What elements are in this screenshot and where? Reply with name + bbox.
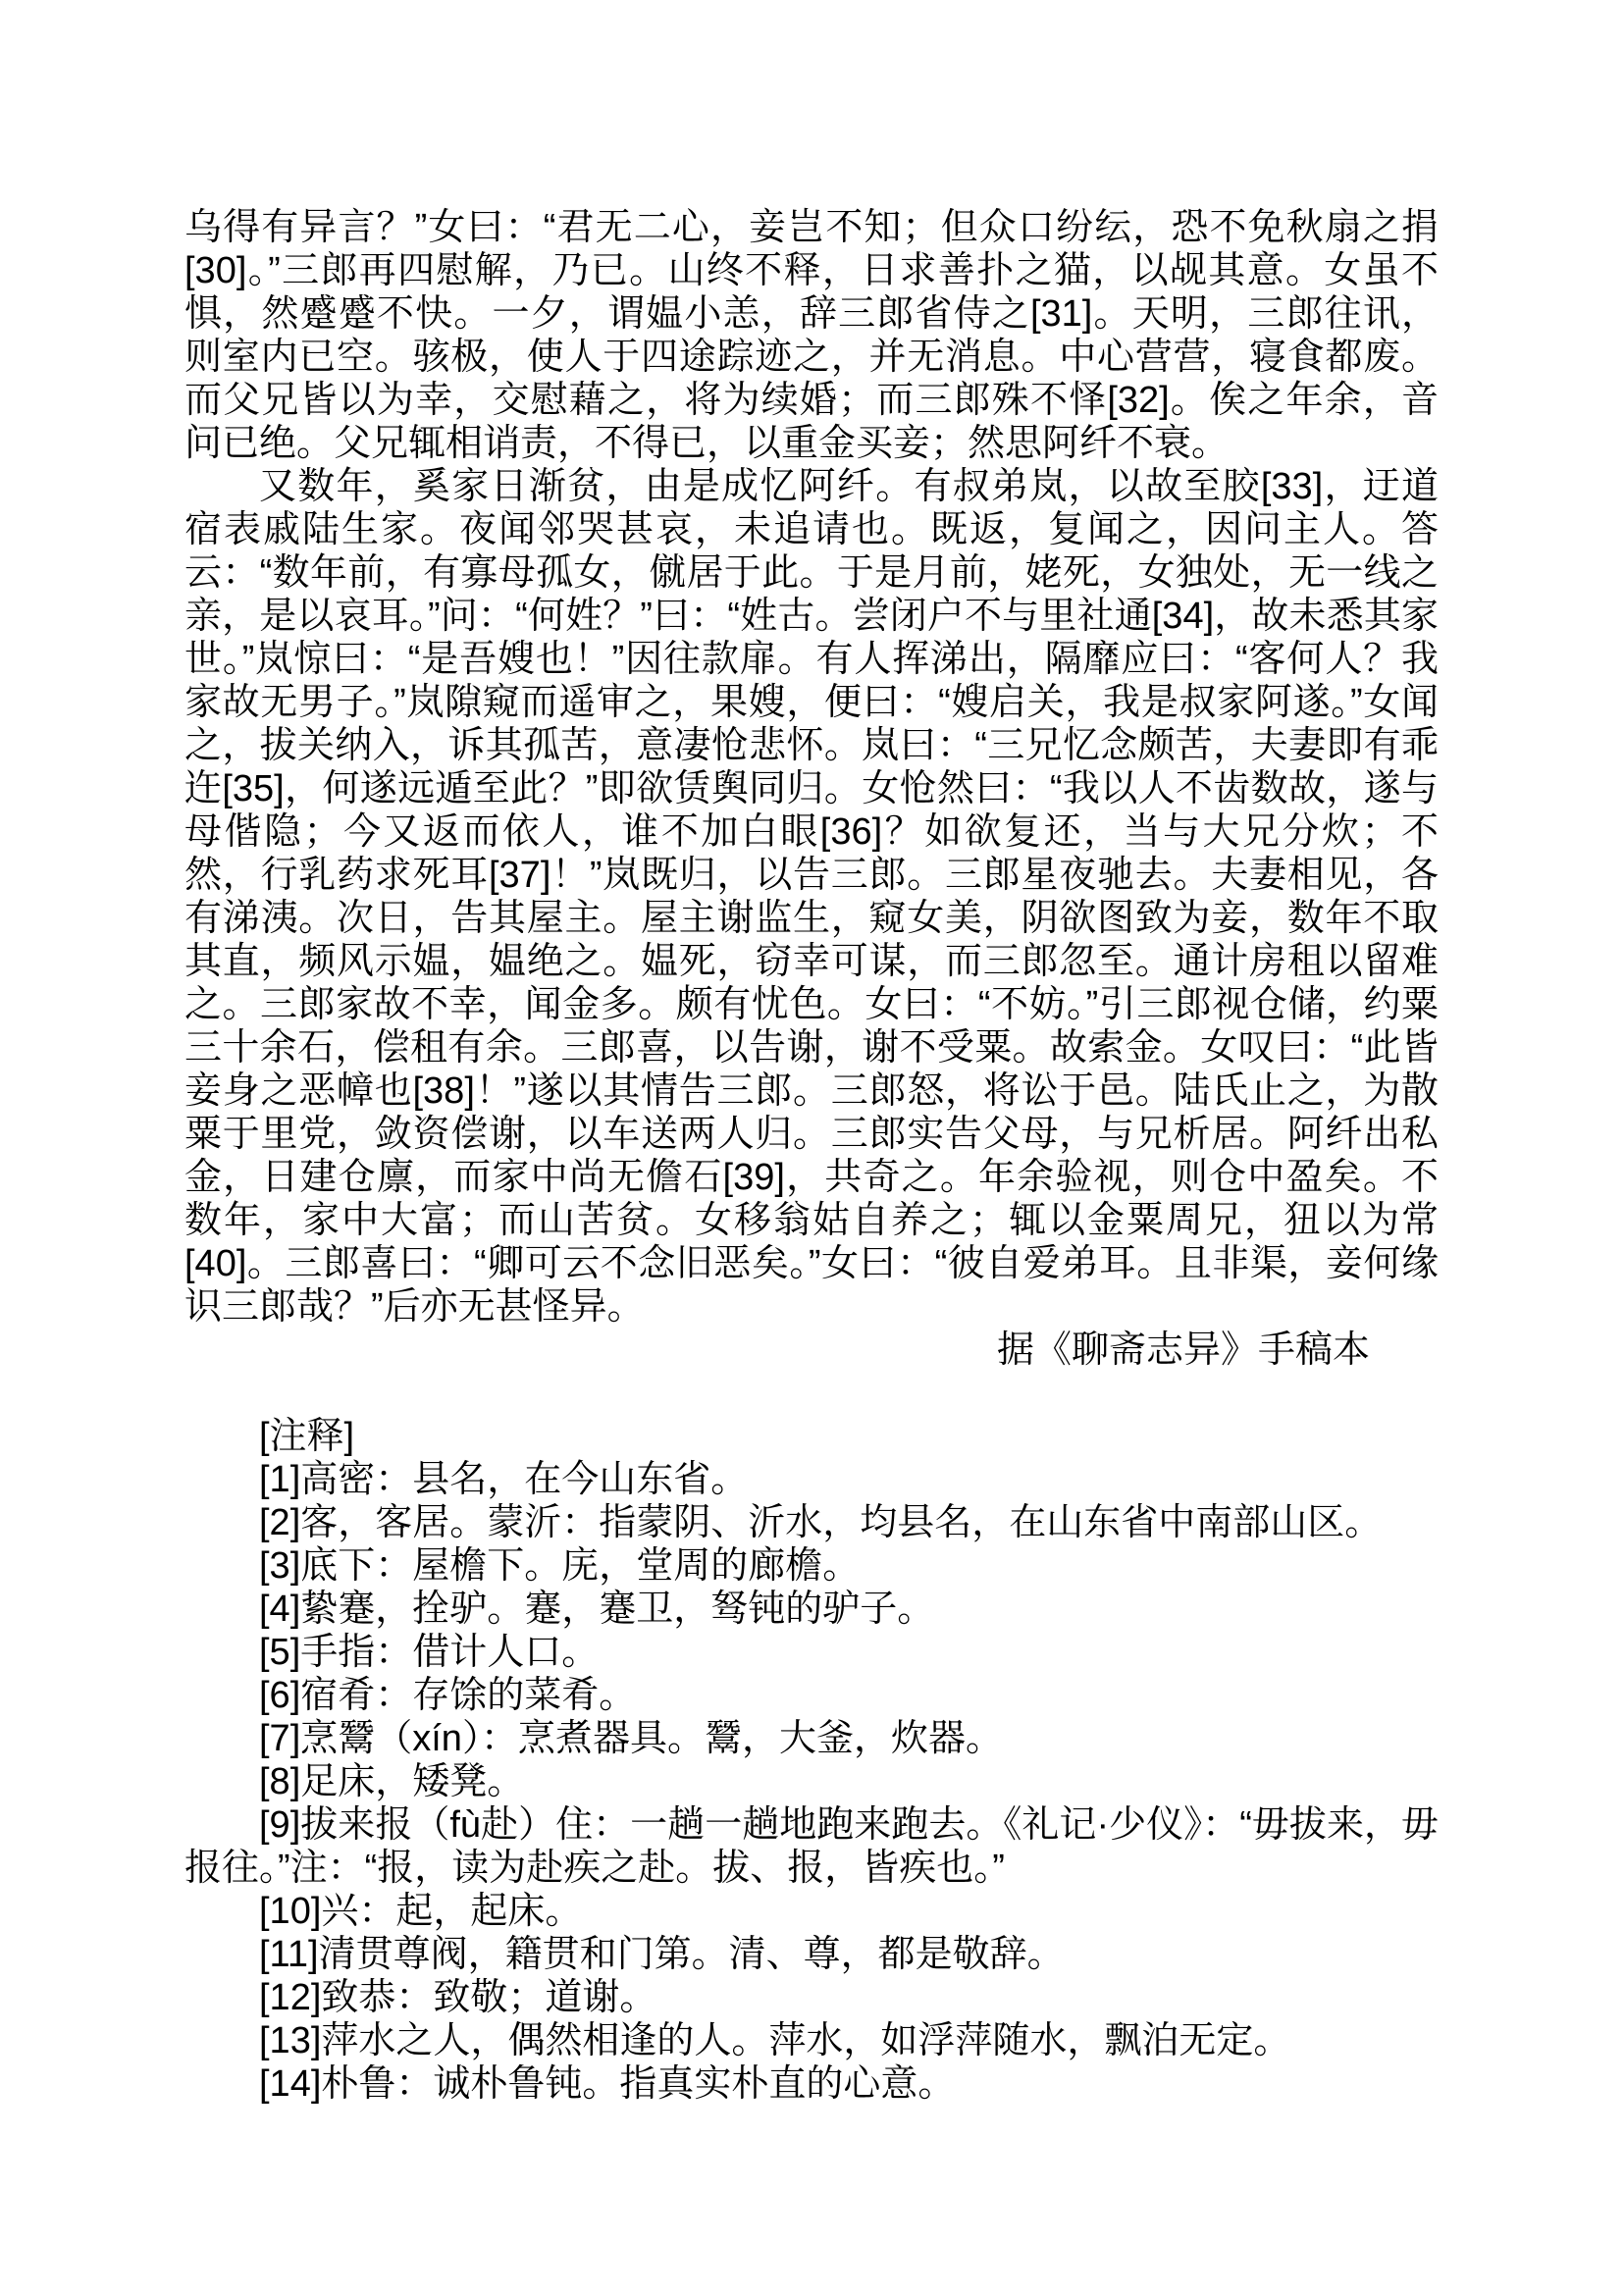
note-item-7: [7]烹鬵（xín）：烹煮器具。鬵，大釜，炊器。 [259, 1718, 1003, 1759]
annotations-section [184, 1415, 1439, 2106]
note-item-11: [11]清贯尊阀，籍贯和门第。清、尊，都是敬辞。 [259, 1934, 1065, 1975]
note-item-14: [14]朴鲁：诚朴鲁钝。指真实朴直的心意。 [259, 2063, 956, 2105]
note-item-12: [12]致恭：致敬；道谢。 [259, 1977, 657, 2018]
story-paragraph-2: 又数年，奚家日渐贫，由是成忆阿纤。有叔弟岚，以故至胶[33]，迂道宿表戚陆生家。夜闻邻哭甚哀，未追请也。既返，复闻之，因问主人。答云：“数年前，有寡母孤女，僦居于此。于是月前，姥死，女独处，无一线之亲，是以哀耳。”问：“何姓？”曰：“姓古。尝闭户不与里社通[34]，故未悉其家世。”岚惊曰：“是吾嫂也！”因往款扉。有人挥涕出，隔靡应曰：“客何人？我家故无男子。”岚隙窥而遥审之，果嫂，便曰：“嫂启关，我是叔家阿遂。”女闻之，拔关纳入，诉其孤苦，意凄怆悲怀。岚曰：“三兄忆念颇苦，夫妻即有乖迕[35]，何遂远遁至此？”即欲赁舆同归。女怆然曰：“我以人不齿数故，遂与母偕隐；今又返而依人，谁不加白眼[36]？如欲复还，当与大兄分炊；不然，行乳药求死耳[37]！”岚既归，以告三郎。三郎星夜驰去。夫妻相见，各有涕洟。次日，告其屋主。屋主谢监生，窥女美，阴欲图致为妾，数年不取其直，频风示媪，媪绝之。媪死，窃幸可谋，而三郎忽至。通计房租以留难之。三郎家故不幸，闻金多。颇有忧色。女曰：“不妨。”引三郎视仓储，约粟三十余石，偿租有余。三郎喜，以告谢，谢不受粟。故索金。女叹曰：“此皆妾身之恶幛也[38]！”遂以其情告三郎。三郎怒，将讼于邑。陆氏止之，为散粟于里党，敛资偿谢，以车送两人归。三郎实告父母，与兄析居。阿纤出私金，日建仓廪，而家中尚无儋石[39]，共奇之。年余验视，则仓中盈矣。不数年，家中大富；而山苦贫。女移翁姑自养之；辄以金粟周兄，狃以为常[40]。三郎喜曰：“卿可云不念旧恶矣。”女曰：“彼自爱弟耳。且非渠，妾何缘识三郎哉？”后亦无甚怪异。 [184, 466, 1439, 1328]
note-item-5: [5]手指：借计人口。 [259, 1632, 600, 1673]
note-item-10: [10]兴：起，起床。 [259, 1891, 583, 1932]
note-item-3: [3]底下：屋檐下。庑，堂周的廊檐。 [259, 1545, 861, 1587]
note-item-1: [1]高密：县名，在今山东省。 [259, 1459, 749, 1500]
note-item-6: [6]宿肴：存馀的菜肴。 [259, 1675, 637, 1716]
note-item-8: [8]足床，矮凳。 [259, 1761, 525, 1802]
notes-header: [注释] [259, 1416, 355, 1457]
story-paragraph-1: 乌得有异言？”女曰：“君无二心，妾岂不知；但众口纷纭，恐不免秋扇之捐[30]。”三郎再四慰解，乃已。山终不释，日求善扑之猫，以觇其意。女虽不惧，然蹙蹙不快。一夕，谓媪小恙，辞三郎省侍之[31]。天明，三郎往讯，则室内已空。骇极，使人于四途踪迹之，并无消息。中心营营，寝食都废。而父兄皆以为幸，交慰藉之，将为续婚；而三郎殊不怿[32]。俟之年余，音问已绝。父兄辄相诮责，不得已，以重金买妾；然思阿纤不衰。 [184, 207, 1439, 464]
note-item-2: [2]客，客居。蒙沂：指蒙阴、沂水，均县名，在山东省中南部山区。 [259, 1502, 1383, 1543]
note-item-13: [13]萍水之人，偶然相逢的人。萍水，如浮萍随水，飘泊无定。 [259, 2020, 1291, 2061]
note-item-9: [9]拔来报（fù赴）住：一趟一趟地跑来跑去。《礼记·少仪》：“毋拔来，毋报往。”注：“报，读为赴疾之赴。拔、报，皆疾也。” [184, 1804, 1439, 1889]
source-attribution: 据《聊斋志异》手稿本 [996, 1329, 1370, 1371]
note-item-4: [4]絷蹇，拴驴。蹇，蹇卫，驽钝的驴子。 [259, 1589, 935, 1630]
story-text [184, 206, 1439, 1372]
document-page [184, 206, 1439, 2106]
